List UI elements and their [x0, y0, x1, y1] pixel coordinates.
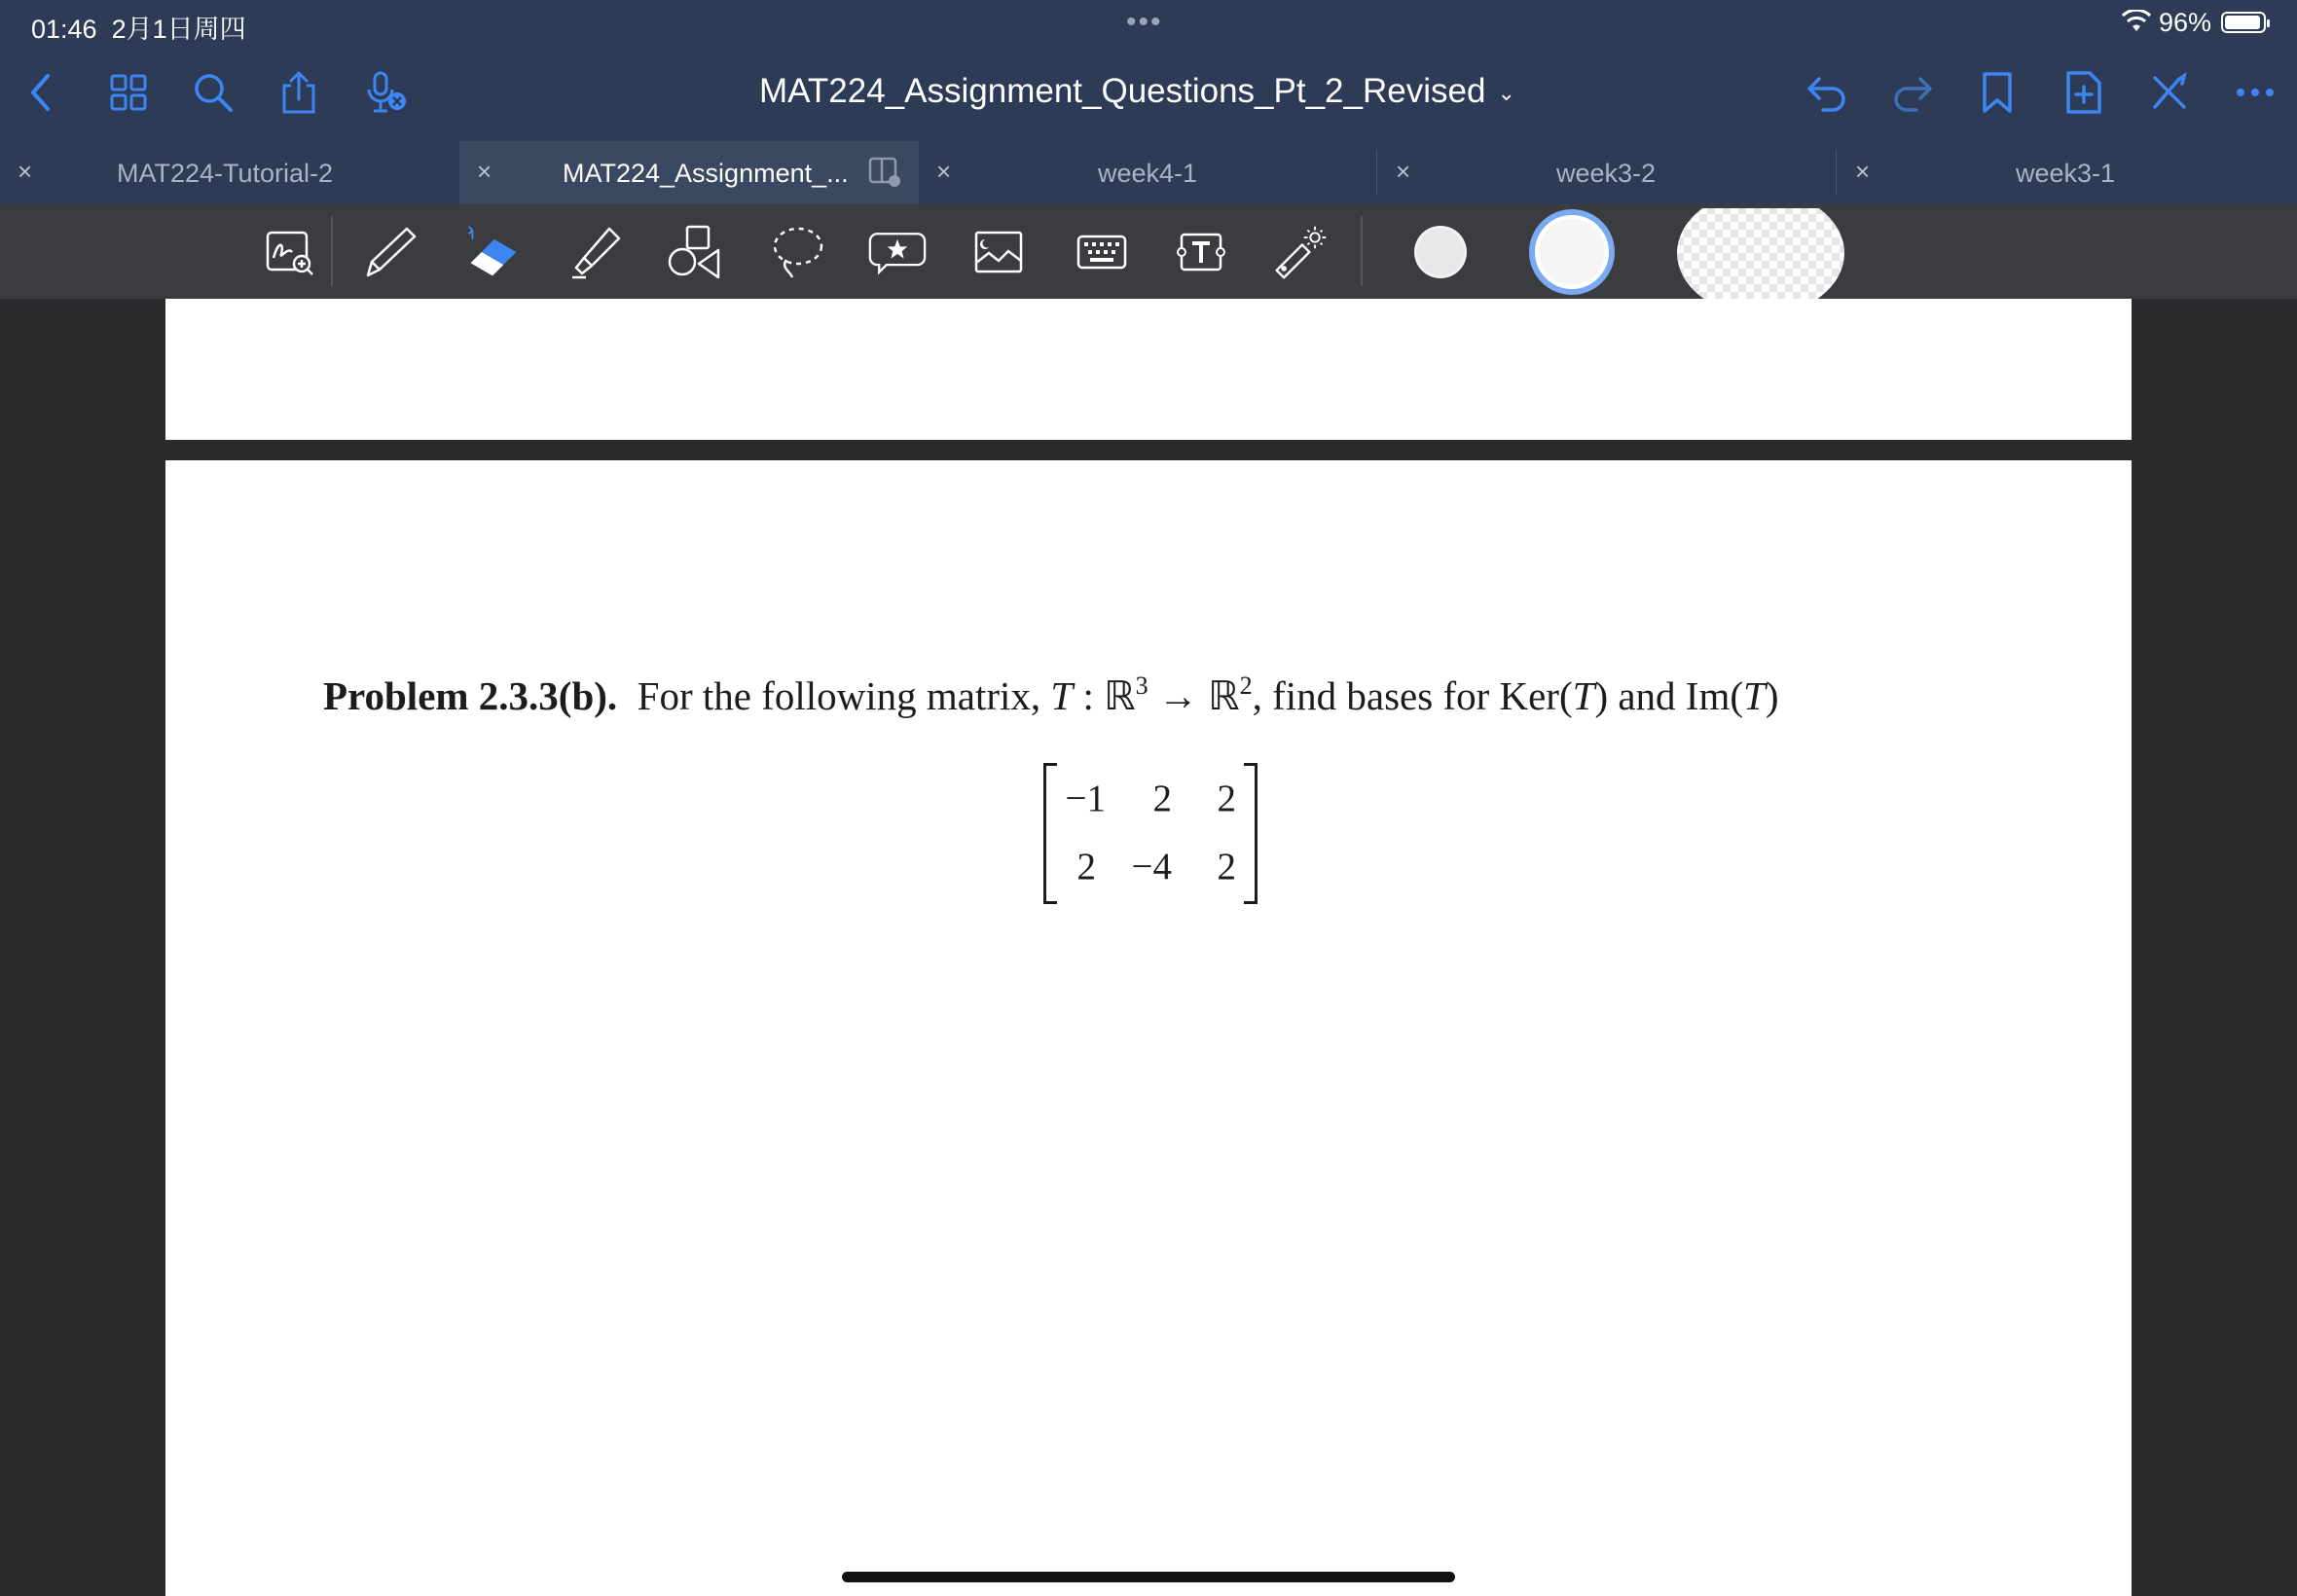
- date-text: 2月1日周四: [111, 15, 246, 44]
- tab-label: MAT224-Tutorial-2: [117, 159, 334, 188]
- back-icon[interactable]: [17, 68, 65, 117]
- multitasking-dots[interactable]: •••: [1126, 6, 1163, 38]
- problem-text-im: ) and Im(: [1594, 673, 1743, 718]
- eraser-tool-icon[interactable]: [463, 222, 522, 282]
- tab-label: MAT224_Assignment_...: [563, 159, 849, 188]
- math-domain: : ℝ: [1073, 673, 1136, 718]
- math-T: T: [1572, 673, 1595, 718]
- highlighter-tool-icon[interactable]: [566, 222, 625, 282]
- grid-view-icon[interactable]: [104, 68, 153, 117]
- document-title-text: MAT224_Assignment_Questions_Pt_2_Revised: [759, 72, 1486, 110]
- laser-pointer-icon[interactable]: [1271, 222, 1330, 282]
- problem-text-intro: For the following matrix,: [637, 673, 1041, 718]
- math-exponent-2: 2: [1239, 671, 1253, 700]
- eraser-size-medium-selected[interactable]: [1528, 208, 1616, 296]
- math-arrow-codomain: → ℝ: [1148, 673, 1240, 718]
- math-exponent-3: 3: [1135, 671, 1148, 700]
- annotation-toolbar: [0, 204, 2297, 299]
- pen-edit-toggle-icon[interactable]: [2145, 68, 2194, 117]
- wifi-icon: [2122, 10, 2151, 38]
- elements-sticker-icon[interactable]: [868, 222, 927, 282]
- status-time: [31, 8, 246, 46]
- tab-week4-1[interactable]: [919, 141, 1378, 204]
- more-options-icon[interactable]: [2231, 68, 2279, 117]
- close-icon[interactable]: ×: [1396, 157, 1411, 186]
- tab-divider: [1376, 151, 1377, 195]
- document-title[interactable]: [759, 72, 1515, 111]
- bookmark-icon[interactable]: [1973, 68, 2022, 117]
- microphone-off-icon[interactable]: [362, 68, 411, 117]
- document-tabs: [0, 141, 2297, 204]
- close-icon[interactable]: ×: [1855, 157, 1871, 186]
- math-T: T: [1050, 673, 1074, 718]
- share-icon[interactable]: [274, 68, 323, 117]
- problem-label: Problem 2.3.3(b).: [323, 673, 618, 718]
- pen-tool-icon[interactable]: [360, 222, 419, 282]
- tab-label: week3-2: [1556, 159, 1657, 188]
- matrix-cell: −4: [1131, 846, 1172, 888]
- eraser-size-large[interactable]: [1676, 208, 1845, 299]
- lasso-tool-icon[interactable]: [769, 222, 827, 282]
- matrix-cell: 2: [1217, 778, 1236, 819]
- text-box-tool-icon[interactable]: [1172, 222, 1230, 282]
- tab-week3-2[interactable]: [1378, 141, 1838, 204]
- problem-statement: [323, 671, 1778, 719]
- keyboard-tool-icon[interactable]: [1073, 222, 1131, 282]
- undo-icon[interactable]: [1803, 68, 1851, 117]
- matrix-cell: −1: [1065, 778, 1106, 819]
- tab-divider: [1836, 151, 1837, 195]
- matrix-cell: 2: [1152, 778, 1172, 819]
- problem-text-close: ): [1765, 673, 1779, 718]
- tab-mat224-tutorial-2[interactable]: [0, 141, 459, 204]
- image-tool-icon[interactable]: [969, 222, 1028, 282]
- top-bar: [0, 0, 2297, 141]
- tab-label: week3-1: [2016, 159, 2116, 188]
- matrix-cell: 2: [1217, 846, 1236, 888]
- search-icon[interactable]: [189, 68, 237, 117]
- home-indicator[interactable]: [842, 1572, 1455, 1582]
- toolbar-divider: [331, 216, 333, 286]
- split-view-icon[interactable]: [868, 157, 901, 193]
- shapes-tool-icon[interactable]: [666, 222, 724, 282]
- eraser-size-small[interactable]: [1411, 222, 1470, 282]
- add-page-icon[interactable]: [2060, 68, 2108, 117]
- tab-mat224-assignment[interactable]: [459, 141, 919, 204]
- matrix-cell: 2: [1076, 846, 1096, 888]
- chevron-down-icon: ⌄: [1497, 80, 1515, 105]
- close-icon[interactable]: ×: [936, 157, 952, 186]
- tab-label: week4-1: [1098, 159, 1198, 188]
- matrix: [1043, 763, 1258, 904]
- battery-percent: 96%: [2159, 8, 2212, 37]
- matrix-right-bracket: [1244, 763, 1258, 904]
- matrix-left-bracket: [1043, 763, 1057, 904]
- pdf-page-previous: [165, 299, 2132, 440]
- time-text: 01:46: [31, 15, 97, 44]
- battery-icon: [2221, 12, 2266, 33]
- zoom-window-icon[interactable]: [261, 222, 319, 282]
- pdf-page: [165, 460, 2132, 1596]
- toolbar-divider: [1361, 216, 1363, 286]
- tab-week3-1[interactable]: [1838, 141, 2297, 204]
- problem-text-ker: , find bases for Ker(: [1252, 673, 1573, 718]
- close-icon[interactable]: ×: [18, 157, 33, 186]
- close-icon[interactable]: ×: [477, 157, 492, 186]
- redo-icon[interactable]: [1888, 68, 1937, 117]
- math-T: T: [1743, 673, 1766, 718]
